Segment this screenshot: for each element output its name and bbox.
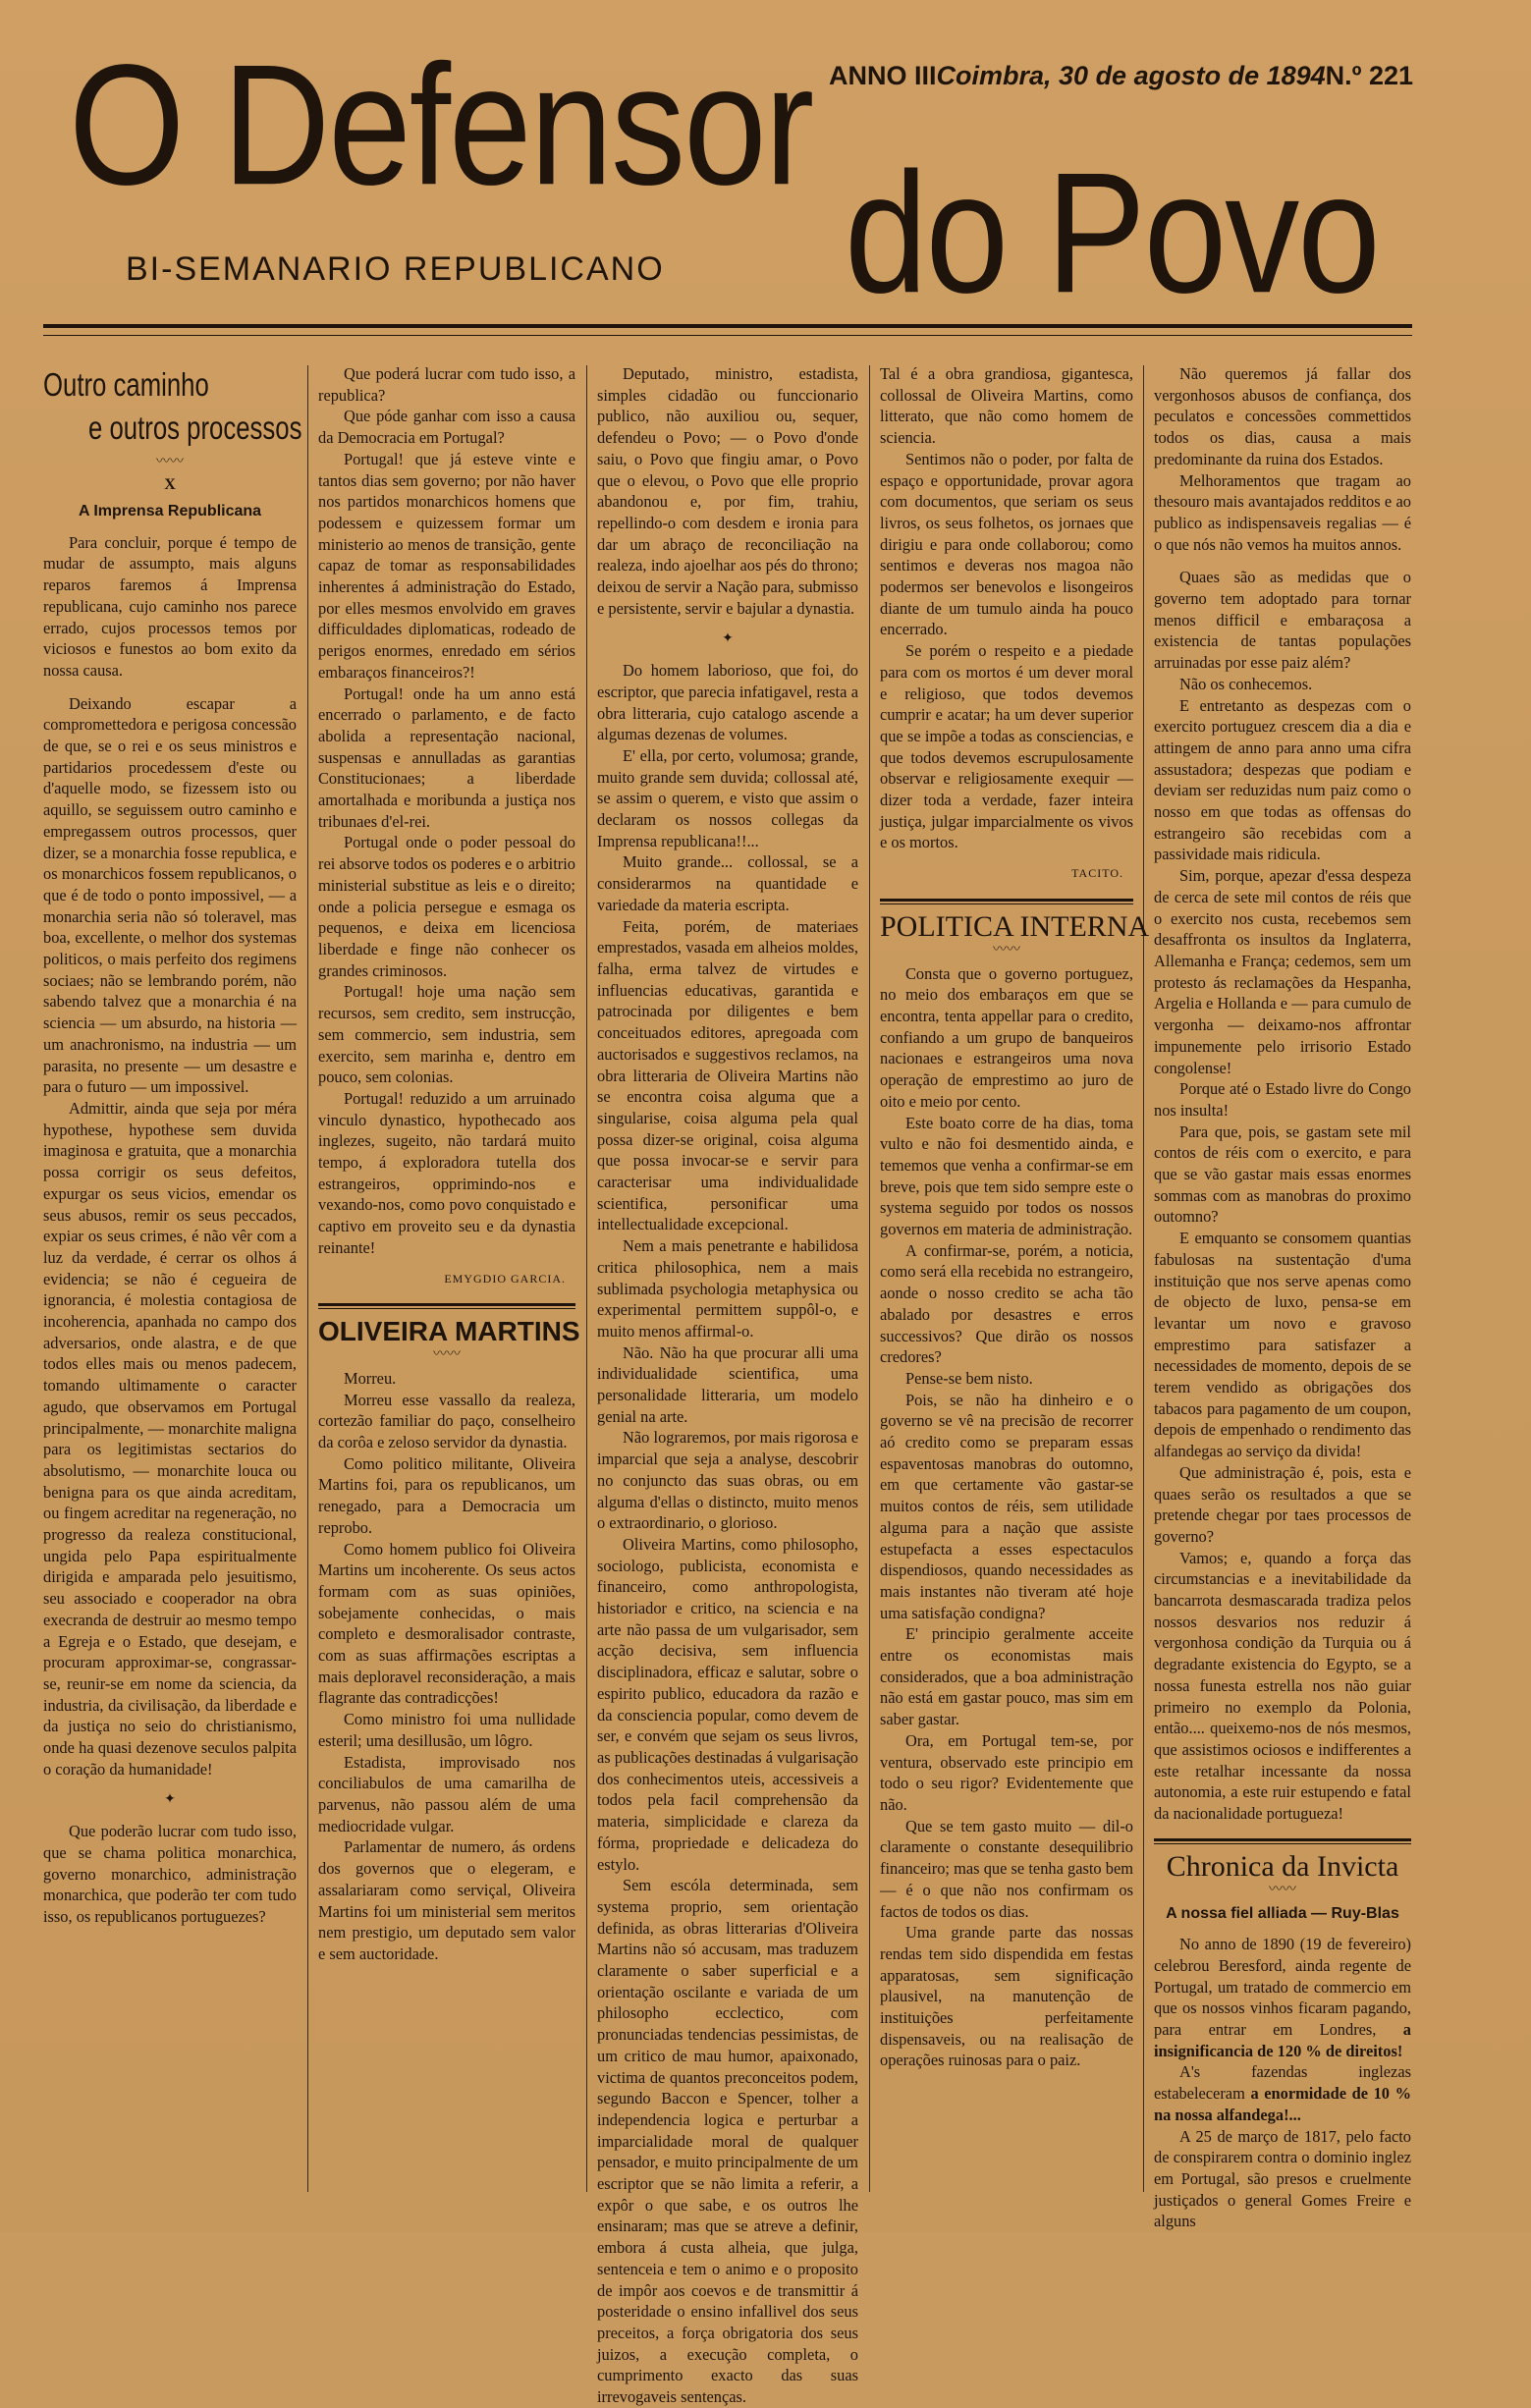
paragraph: E entretanto as despezas com o exercito portuguez crescem dia a dia e attingem de anno para anno uma cifra assustadora; despezas que podiam e deviam ser reduzidas num paiz como o nosso em que todas as offensas do estrangeiro são recebidas com a passividade mais ridicula. bbox=[1154, 695, 1411, 864]
paragraph: Não queremos já fallar dos vergonhosos abusos de confiança, dos peculatos e concessões commettidos todos os dias, causa a mais predominante da ruina dos Estados. bbox=[1154, 364, 1411, 468]
section-rule-thin bbox=[318, 1308, 575, 1309]
paragraph: Que poderá lucrar com tudo isso, a republica? bbox=[318, 364, 575, 405]
article-title-line2: e outros processos bbox=[88, 410, 302, 446]
paragraph: Ora, em Portugal tem-se, por ventura, observado este principio em todo o seu rigor? Evidentemente que não. bbox=[880, 1730, 1133, 1814]
column-divider bbox=[1143, 365, 1144, 2192]
paragraph: Que administração é, pois, esta e quaes serão os resultados a que se pretende chegar por taes processos de governo? bbox=[1154, 1462, 1411, 1546]
paragraph: Morreu. bbox=[344, 1368, 397, 1388]
paragraph: Portugal! onde ha um anno está encerrado o parlamento, e de facto abolida a representação nacional, suspensas e annulladas as garantias Constitucionaes; a liberdade amortalhada e moribunda a justiça nos tribunaes d'el-rei. bbox=[318, 684, 575, 831]
volume-label: ANNO III bbox=[829, 61, 937, 90]
column-divider bbox=[869, 365, 870, 2192]
section-rule-thin bbox=[1154, 1843, 1411, 1844]
paragraph: Este boato corre de ha dias, toma vulto e não foi desmentido ainda, e tememos que venha a confirmar-se em breve, pois que tem sido sempre este o systema seguido por todos os nossos governos em materia de administração. bbox=[880, 1113, 1133, 1239]
paragraph: Consta que o governo portuguez, no meio dos embaraços em que se encontra, tenta appellar para o credito, confiando a um grupo de banqueiros nacionaes e estrangeiros uma nova operação de emprestimo ao juro de oito e meio por cento. bbox=[880, 963, 1133, 1111]
paragraph: A confirmar-se, porém, a noticia, como será ella recebida no estrangeiro, aonde o nosso credito se acha tão abalado por desastres e erros successivos? Que dirão os nossos credores? bbox=[880, 1240, 1133, 1367]
paragraph: Morreu esse vassallo da realeza, cortezão familiar do paço, conselheiro da corôa e zeloso servidor da dynastia. bbox=[318, 1390, 575, 1452]
column-3 bbox=[597, 363, 858, 2407]
text-run: A's fazendas inglezas estabeleceram bbox=[1154, 2062, 1411, 2104]
article-subhead: A nossa fiel alliada — Ruy-Blas bbox=[1166, 1904, 1399, 1922]
paragraph: Vamos; e, quando a força das circumstancias e a inevitabilidade da bancarrota desmascarada tradiza pelos nossos desvarios nos reduzir á vergonhosa condição da Turquia ou á degradante existencia do Egypto, se a nossa funesta estrella nos não guiar primeiro no exemplo da Polonia, então.... queixemo-nos de nós mesmos, que assistimos ociosos e indifferentes a este retalhar incessante da nossa autonomia, a este ruir estupendo e fatal da nacionalidade portugueza! bbox=[1154, 1548, 1411, 1824]
paragraph: Nem a mais penetrante e habilidosa critica philosophica, nem a mais sublimada psychologia metaphysica ou experimental permittem suppôl-o, e muito menos affirmal-o. bbox=[597, 1236, 858, 1341]
emphasis: a enormidade de 10 % na nossa alfandega!... bbox=[1154, 2084, 1411, 2124]
paragraph: Como homem publico foi Oliveira Martins um incoherente. Os seus actos formam com as suas opiniões, sobejamente conhecidas, o mais completo e desmoralisador contraste, com as suas affirmações escriptas a mais deploravel reconsideração, a mais flagrante das contradicções! bbox=[318, 1539, 575, 1708]
section-rule bbox=[880, 899, 1133, 902]
article-title-line1: Outro caminho bbox=[43, 366, 209, 403]
paragraph: Porque até o Estado livre do Congo nos insulta! bbox=[1154, 1079, 1411, 1120]
paragraph: Que poderão lucrar com tudo isso, que se chama politica monarchica, governo monarchico, administração monarchica, que poderão ter com tudo isso, os republicanos portuguezes? bbox=[43, 1822, 297, 1926]
paragraph: A 25 de março de 1817, pelo facto de conspirarem contra o dominio inglez em Portugal, são presos e cruelmente justiçados o general Gomes Freire e alguns bbox=[1154, 2126, 1411, 2231]
paragraph bbox=[1154, 2061, 1411, 2125]
paragraph: Admittir, ainda que seja por méra hypothese, hypothese sem duvida imaginosa e gratuita, que a monarchia possa corrigir os seus defeitos, expurgar os seus vicios, emendar os seus abusos, remir os seus peccados, expiar os seus crimes, é não vêr com a luz da verdade, é cerrar os olhos á evidencia; se não é cegueira de ignorancia, é molestia contagiosa de incoherencia, apanhada no campo dos adversarios, onde alastra, e de que todos elles mais ou menos padecem, tomando ultimamente o caracter agudo, que observamos em Portugal principalmente, — monarchite maligna para os legitimistas sectarios do absolutismo, — monarchite louca ou benigna para os que ainda acreditam, ou fingem acreditar na regeneração, no progresso da realeza constitucional, ungida pelo Papa espiritualmente dirigida e amparada pelo jesuitismo, seu associado e cooperador na obra execranda de destruir ao mesmo tempo a Egreja e o Estado, que desejam, e procuram approximar-se, congrassar-se, reunir-se em nome da sciencia, da industria, da civilisação, da liberdade e da justiça no seio do christianismo, onde ha quasi dezenove seculos palpita o coração da humanidade! bbox=[43, 1098, 297, 1779]
paragraph: Portugal! reduzido a um arruinado vinculo dynastico, hypothecado aos inglezes, sugeito, não tardará muito tempo, á exploradora tutella dos estrangeiros, opprimindo-nos e vexando-nos, como povo conquistado e captivo em proveito seu e da dynastia reinante! bbox=[318, 1088, 575, 1257]
paragraph: Portugal! que já esteve vinte e tantos dias sem governo; por não haver nos partidos monarchicos homens que podessem e quizessem formar um ministerio ao menos de transição, gente capaz de tomar as responsabilidades inherentes á administração do Estado, por elles mesmos envolvido em graves difficuldades diplomaticas, rodeado de perigos enormes, enredado em sérios embaraços financeiros?! bbox=[318, 449, 575, 682]
section-title: Chronica da Invicta bbox=[1166, 1849, 1399, 1883]
issue-number: N.º 221 bbox=[1325, 61, 1414, 90]
paragraph: Não. Não ha que procurar alli uma individualidade scientifica, uma personalidade litteraria, um modelo genial na arte. bbox=[597, 1342, 858, 1426]
article-subhead: A Imprensa Republicana bbox=[78, 503, 262, 520]
column-divider bbox=[586, 365, 587, 2192]
paragraph: Que se tem gasto muito — dil-o claramente o constante desequilibrio financeiro; mas que se tenha gasto bem — é o que não nos confirmam os factos de todos os dias. bbox=[880, 1816, 1133, 1921]
paragraph: Feita, porém, de materiaes emprestados, vasada em alheios moldes, falha, erma talvez de virtudes e influencias educativas, garantida e patrocinada por diligentes e bem conceituados editores, apregoada com auctorisados e suggestivos reclamos, na obra litteraria de Oliveira Martins não se encontra coisa alguma que a singularise, coisa alguma pela qual possa dizer-se original, coisa alguma que possa invocar-se e servir para caracterisar uma individualidade scientifica, personificar uma intellectualidade excepcional. bbox=[597, 916, 858, 1234]
paragraph: Portugal! hoje uma nação sem recursos, sem credito, sem instrucção, sem commercio, sem industria, sem exercito, sem marinha e, dentro em pouco, sem colonias. bbox=[318, 982, 575, 1087]
paragraph bbox=[1154, 1934, 1411, 2061]
paragraph: E emquanto se consomem quantias fabulosas na sustentação d'uma instituição que nos serve apenas como de objecto de luxo, pensa-se em levantar um novo e gravoso emprestimo para satisfazer a necessidades de momento, depois de se terem vendido as obrigações dos tabacos para pagamento de um coupon, depois de empenhado o rendimento das alfandegas ao serviço da divida! bbox=[1154, 1229, 1411, 1461]
paragraph: Oliveira Martins, como philosopho, sociologo, publicista, economista e financeiro, como anthropologista, historiador e critico, na sciencia e na arte não passa de um vulgarisador, sem acção decisiva, sem influencia disciplinadora, efficaz e salutar, sobre o espirito publico, educadora da razão e da consciencia popular, como devem de ser, e convém que sejam os seus livros, as publicações destinadas á vulgarisação dos conhecimentos uteis, accessiveis a todos pela facil comprehensão da materia, simplicidade e clareza da fórma, propriedade e delicadeza do estylo. bbox=[597, 1534, 858, 1874]
paragraph-continued: Tal é a obra grandiosa, gigantesca, collossal de Oliveira Martins, como litterato, que não como homem de sciencia. bbox=[880, 364, 1133, 448]
masthead-subtitle: BI-SEMANARIO REPUBLICANO bbox=[126, 250, 665, 288]
signature: TACITO. bbox=[1071, 866, 1123, 881]
ornament: 〰〰 bbox=[156, 455, 184, 469]
column-4 bbox=[880, 363, 1150, 2200]
paragraph: Sentimos não o poder, por falta de espaço e opportunidade, provar agora com documentos, que seriam os seus livros, os seus folhetos, os jornaes que dirigiu e para onde collaborou; como sentimos e deveras nos magoa não podermos ser benevolos e lisongeiros diante de um tumulo ainda ha pouco encerrado. bbox=[880, 449, 1133, 639]
paragraph: E' principio geralmente acceite entre os economistas mais considerados, que a boa administração não está em gastar pouco, mas sim em saber gastar. bbox=[880, 1624, 1133, 1729]
paragraph: Não lograremos, por mais rigorosa e imparcial que seja a analyse, descobrir no conjuncto das suas obras, ou em alguma d'ellas o distincto, muito menos o extraordinario, o glorioso. bbox=[597, 1428, 858, 1533]
section-mark: X bbox=[164, 476, 176, 493]
paragraph: Parlamentar de numero, ás ordens dos governos que o elegeram, e assalariaram como serviçal, Oliveira Martins foi um ministerial sem meritos nem prestigio, um deputado sem valor e sem auctoridade. bbox=[318, 1837, 575, 1963]
paragraph: Não os conhecemos. bbox=[1179, 674, 1313, 693]
column-1 bbox=[43, 363, 302, 2200]
ornament: 〰〰 bbox=[1269, 1882, 1296, 1897]
ornament: 〰〰 bbox=[433, 1346, 461, 1362]
paragraph: Melhoramentos que tragam ao thesouro mais avantajados redditos e ao publico as indispensaveis regalias — é o que nós não vemos ha muitos annos. bbox=[1154, 470, 1411, 554]
paragraph: Pois, se não ha dinheiro e o governo se vê na precisão de recorrer aó credito como se preparam essas espaventosas manobras do outomno, em que certamente vão gastar-se muitos contos de réis, sem utilidade alguma para a nação que assiste estupefacta a esses espectaculos dispendiosos, quando necessidades as mais instantes não tiveram até hoje uma satisfação condigna? bbox=[880, 1390, 1133, 1622]
masthead-title-line2: do Povo bbox=[845, 137, 1379, 330]
paragraph: Que póde ganhar com isso a causa da Democracia em Portugal? bbox=[318, 407, 575, 448]
section-rule-thin bbox=[880, 903, 1133, 904]
text-run: No anno de 1890 (19 de fevereiro) celebrou Beresford, ainda regente de Portugal, um tratado de commercio em que os nossos vinhos ficaram pagando, para entrar em Londres, bbox=[1154, 1935, 1411, 2040]
emphasis: a insignificancia de 120 % de direitos! bbox=[1154, 2020, 1411, 2060]
column-divider bbox=[307, 365, 308, 2192]
section-rule bbox=[1154, 1838, 1411, 1841]
ornament: 〰〰 bbox=[993, 942, 1020, 958]
paragraph: Se porém o respeito e a piedade para com os mortos é um dever moral e religioso, que todos devemos cumprir e acatar; ha um dever superior que se impõe a todas as consciencias, e que todos devemos escrupulosamente observar e religiosamente exequir — dizer toda a verdade, fazer inteira justiça, julgar imparcialmente os vivos e os mortos. bbox=[880, 641, 1133, 852]
masthead-title-line1: O Defensor bbox=[69, 28, 813, 222]
paragraph: Estadista, improvisado nos conciliabulos de uma camarilha de parvenus, não passou além de uma mediocridade vulgar. bbox=[318, 1752, 575, 1835]
paragraph: Portugal onde o poder pessoal do rei absorve todos os poderes e o arbitrio ministerial substitue as leis e o direito; onde a policia persegue e esmaga os pequenos, e deixa em licenciosa liberdade e finge não conhecer os grandes criminosos. bbox=[318, 833, 575, 980]
masthead-rule-thin bbox=[43, 335, 1412, 336]
paragraph: Para concluir, porque é tempo de mudar de assumpto, mais alguns reparos faremos á Imprensa republicana, cujo caminho nos parece errado, cujos processos temos por viciosos e funestos ao bom exito da nossa causa. bbox=[43, 532, 297, 680]
section-rule bbox=[318, 1303, 575, 1306]
paragraph: Muito grande... collossal, se a considerarmos na quantidade e variedade da materia escripta. bbox=[597, 852, 858, 914]
column-5 bbox=[1154, 363, 1411, 2231]
ornament-star: ✦ bbox=[164, 1792, 176, 1808]
paragraph: Uma grande parte das nossas rendas tem sido dispendida em festas apparatosas, sem significação plausivel, na manutenção de instituições perfeitamente dispensaveis, ou na realisação de operações ruinosas para o paiz. bbox=[880, 1923, 1133, 2070]
issue-info bbox=[829, 61, 1414, 91]
paragraph: Quaes são as medidas que o governo tem adoptado para tornar menos difficil e embaraçosa a existencia de tantas populações arruinadas por esse paiz além? bbox=[1154, 568, 1411, 673]
paragraph: Pense-se bem nisto. bbox=[905, 1368, 1033, 1388]
section-title: OLIVEIRA MARTINS bbox=[318, 1316, 580, 1347]
paragraph: Deixando escapar a compromettedora e perigosa concessão de que, se o rei e os seus ministros e partidarios procedessem d'este ou d'aquelle modo, se fizessem isto ou aquillo, se seguissem outro caminho e empregassem outros processos, quer dizer, se a monarchia fosse republica, e os monarchicos fossem republicanos, o que é de todo o ponto impossivel, — a monarchia seria não só toleravel, mas boa, excellente, o melhor dos systemas politicos, o mais perfeito dos regimens sociaes; não se lembrando porém, não sabendo talvez que a monarchia é na sciencia — um absurdo, na historia — um anachronismo, na industria — um parasita, no presente — um desastre e para o futuro — um impossivel. bbox=[43, 693, 297, 1097]
signature: EMYGDIO GARCIA. bbox=[444, 1271, 566, 1286]
paragraph: Do homem laborioso, que foi, do escriptor, que parecia infatigavel, resta a obra litteraria, cujo catalogo ascende a algumas dezenas de volumes. bbox=[597, 661, 858, 744]
dateline: Coimbra, 30 de agosto de 1894 bbox=[936, 61, 1326, 90]
paragraph: Como ministro foi uma nullidade esteril; uma desillusão, um lôgro. bbox=[318, 1710, 575, 1750]
paragraph: Para que, pois, se gastam sete mil contos de réis com o exercito, e para que se vão gastar mais essas enormes sommas com as manobras do proximo outomno? bbox=[1154, 1122, 1411, 1227]
paragraph: Deputado, ministro, estadista, simples cidadão ou funccionario publico, não auxiliou ou, sequer, defendeu o Povo; — o Povo d'onde saiu, o Povo que fingiu amar, o Povo que o elevou, o Povo que elle proprio abandonou e, por fim, trahiu, repellindo-o com desdem e ironia para dar um abraço de reconciliação na realeza, indo ajoelhar aos pés do throno; deixou de servir a Nação para, submisso e persistente, servir e bajular a dynastia. bbox=[597, 364, 858, 618]
paragraph: Como politico militante, Oliveira Martins foi, para os republicanos, um renegado, para a Democracia um reprobo. bbox=[318, 1453, 575, 1537]
ornament-star: ✦ bbox=[722, 631, 734, 647]
column-2 bbox=[318, 363, 580, 2200]
paragraph: Sem escóla determinada, sem systema proprio, sem orientação definida, as obras litterarias d'Oliveira Martins não só accusam, mas traduzem claramente o saber superficial e a orientação oscilante e variada de um philosopho ecclectico, com pronunciadas tendencias pessimistas, de um critico de mau humor, apaixonado, victima de quantos preconceitos podem, segundo Baccon e Spencer, tolher a independencia logica e perturbar a imparcialidade moral de qualquer pensador, e muito principalmente de um escriptor que se não limita a referir, a expôr o que sabe, e os outros lhe ensinaram; mas que se atreve a definir, embora á custa alheia, que julga, sentenceia e tem o animo e o proposito de impôr aos coevos e de transmittir á posteridade o ensino infallivel dos seus preceitos, a força obrigatoria dos seus juizos, a execução completa, o cumprimento exacto das suas irrevogaveis sentenças. bbox=[597, 1876, 858, 2407]
paragraph: Sim, porque, apezar d'essa despeza de cerca de sete mil contos de réis que o exercito nos custa, recebemos sem desaffronta os insultos da Inglaterra, Allemanha e França; cedemos, sem um protesto ás reclamações da Hespanha, Argelia e Hollanda e — para cumulo de vergonha — deixamo-nos affrontar impunemente pelo irrisorio Estado congolense! bbox=[1154, 866, 1411, 1077]
paragraph: E' ella, por certo, volumosa; grande, muito grande sem duvida; collossal até, se assim o querem, e visto que assim o declaram os nossos collegas da Imprensa republicana!!... bbox=[597, 745, 858, 850]
section-title: POLITICA INTERNA bbox=[880, 909, 1150, 943]
masthead-rule-thick bbox=[43, 324, 1412, 328]
